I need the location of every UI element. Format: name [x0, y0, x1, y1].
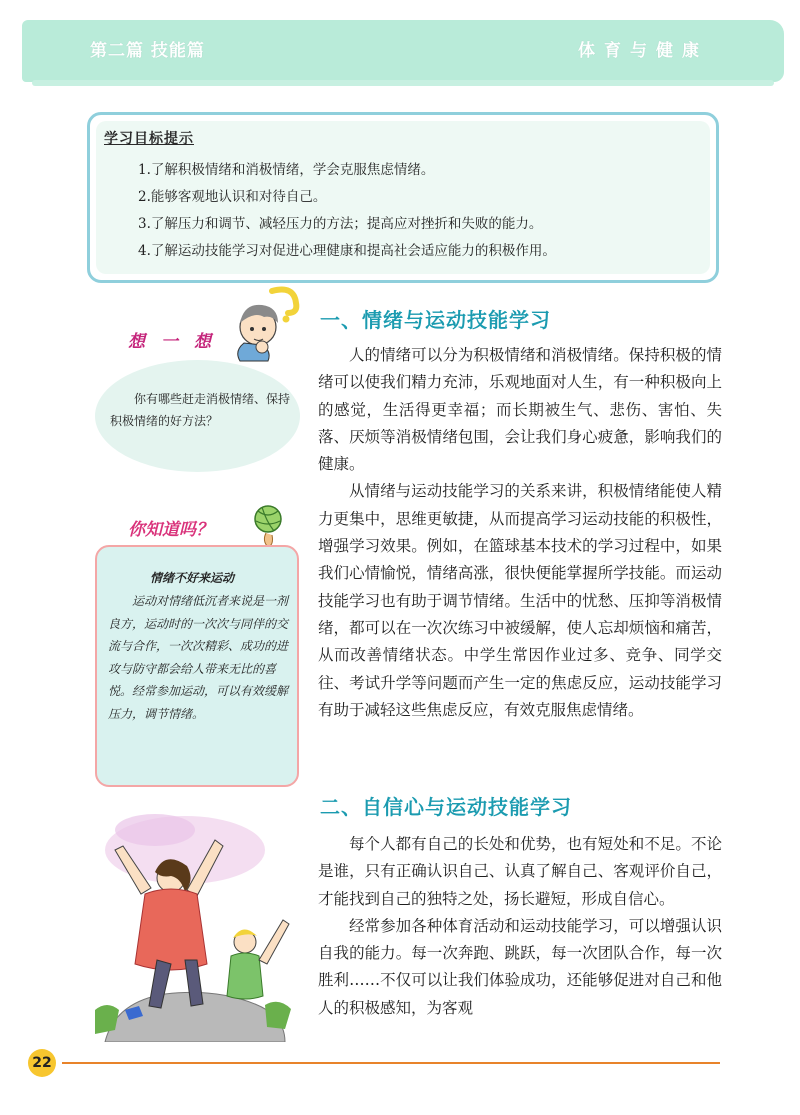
- objective-item: 1.了解积极情绪和消极情绪，学会克服焦虑情绪。: [138, 162, 435, 178]
- chapter-label: 第二篇 技能篇: [90, 41, 205, 61]
- paragraph: 经常参加各种体育活动和运动技能学习，可以增强认识自我的能力。每一次奔跑、跳跃，每一次团队合作，每一次胜利……不仅可以让我们体验成功，还能够促进对自己和他人的积极感知，为客观: [318, 916, 722, 1017]
- objective-item: 3.了解压力和调节、减轻压力的方法；提高应对挫折和失败的能力。: [138, 216, 543, 232]
- book-title: 体育与健康: [578, 41, 708, 61]
- objective-item: 2.能够客观地认识和对待自己。: [138, 189, 327, 205]
- section-heading-emotion: 一、情绪与运动技能学习: [320, 308, 551, 332]
- page-number: 22: [28, 1049, 56, 1077]
- did-you-know-title: 你知道吗？: [128, 520, 213, 540]
- did-you-know-heading: 情绪不好来运动: [150, 571, 235, 585]
- think-title: 想一想: [128, 332, 227, 352]
- section-body-confidence: [318, 831, 722, 1022]
- objectives-list: [138, 157, 556, 265]
- paragraph: 从情绪与运动技能学习的关系来讲，积极情绪能使人精力更集中，思维更敏捷，从而提高学习运动技能的积极性，增强学习效果。例如，在篮球基本技术的学习过程中，如果我们心情愉悦，情绪高涨，很快便能掌握所学技能。而运动技能学习也有助于调节情绪。生活中的忧愁、压抑等消极情绪，都可以在一次次练习中被缓解，使人忘却烦恼和痛苦，从而改善情绪状态。中学生常因作业过多、竞争、同学交往、考试升学等问题而产生一定的焦虑反应，运动技能学习有助于减轻这些焦虑反应，有效克服焦虑情绪。: [318, 482, 722, 719]
- footer-divider: [62, 1062, 720, 1064]
- section-body-emotion: [318, 342, 722, 724]
- paragraph: 人的情绪可以分为积极情绪和消极情绪。保持积极的情绪可以使我们精力充沛，乐观地面对人生，有一种积极向上的感觉，生活得更幸福；而长期被生气、悲伤、害怕、失落、厌烦等消极情绪包围，会让我们身心疲惫，影响我们的健康。: [318, 346, 722, 474]
- did-you-know-text: 运动对情绪低沉者来说是一剂良方，运动时的一次次与同伴的交流与合作，一次次精彩、成功的进攻与防守都会给人带来无比的喜悦。经常参加运动，可以有效缓解压力，调节情绪。: [108, 594, 289, 721]
- objectives-title: 学习目标提示: [104, 131, 194, 147]
- ball-icon: [250, 503, 286, 551]
- paragraph: 每个人都有自己的长处和优势，也有短处和不足。不论是谁，只有正确认识自己、认真了解自己、客观评价自己，才能找到自己的独特之处，扬长避短，形成自信心。: [318, 835, 722, 908]
- celebrating-hikers-illustration: [95, 810, 300, 1042]
- thinking-person-illustration: [222, 285, 312, 365]
- think-question: 你有哪些赶走消极情绪、保持积极情绪的好方法？: [110, 392, 291, 428]
- objective-item: 4.了解运动技能学习对促进心理健康和提高社会适应能力的积极作用。: [138, 243, 556, 259]
- section-heading-confidence: 二、自信心与运动技能学习: [320, 795, 572, 819]
